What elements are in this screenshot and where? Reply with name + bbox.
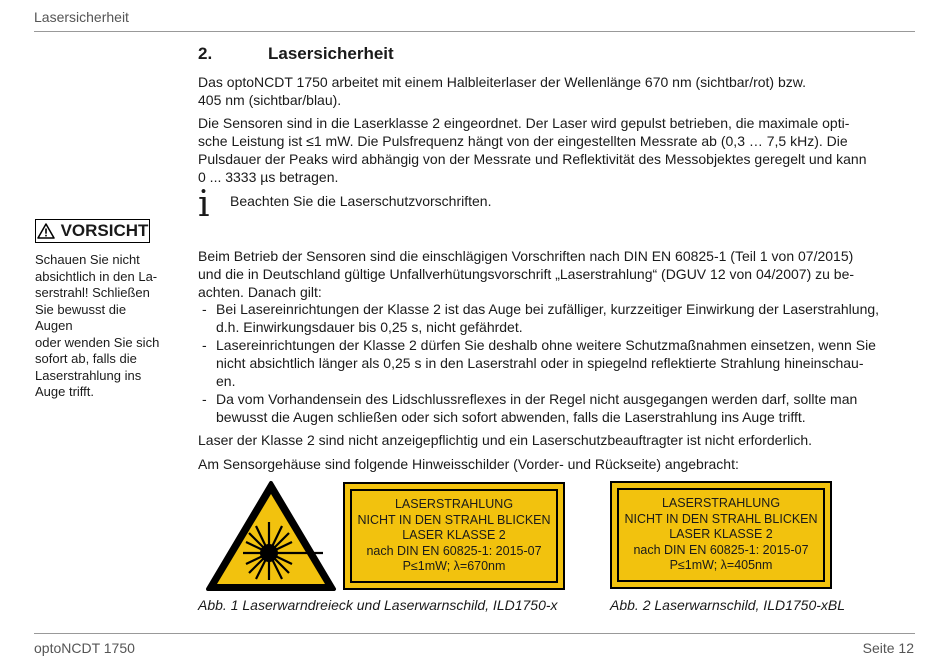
text-line: oder wenden Sie sich xyxy=(35,334,160,350)
laser-warning-sign-670nm xyxy=(343,482,565,590)
text-line: absichtlich in den La- xyxy=(35,268,158,284)
bullet-dash: - xyxy=(202,301,207,317)
paragraph-no-notification: Laser der Klasse 2 sind nicht anzeigepflichtig und ein Laserschutzbeauftragter ist nicht erforderlich. xyxy=(198,432,813,448)
paragraph-wavelength xyxy=(198,73,916,109)
text-line: achten. Danach gilt: xyxy=(198,284,322,300)
text-line: Laserstrahlung ins xyxy=(35,367,142,383)
paragraph-regulations xyxy=(198,247,916,301)
list-item xyxy=(198,300,916,336)
text-line: Die Sensoren sind in die Laserklasse 2 eingeordnet. Der Laser wird gepulst betrieben, die maximale opti- xyxy=(198,115,850,131)
footer-rule xyxy=(34,633,915,634)
text-line: Das optoNCDT 1750 arbeitet mit einem Halbleiterlaser der Wellenlänge 670 nm (sichtbar/rot) bzw. xyxy=(198,74,806,90)
sign-line: nach DIN EN 60825-1: 2015-07 xyxy=(633,542,809,557)
caution-label-box xyxy=(35,219,150,243)
sign-line: LASERSTRAHLUNG xyxy=(661,496,781,511)
header-rule xyxy=(34,31,915,32)
text-line: 405 nm (sichtbar/blau). xyxy=(198,92,342,108)
list-item xyxy=(198,390,916,426)
text-line: Sie bewusst die Augen xyxy=(35,301,127,333)
section-number: 2. xyxy=(198,44,213,63)
section-heading xyxy=(198,44,394,64)
text-line: serstrahl! Schließen xyxy=(35,285,150,300)
sign-line: NICHT IN DEN STRAHL BLICKEN xyxy=(357,512,551,527)
text-line: Lasereinrichtungen der Klasse 2 dürfen Sie deshalb ohne weitere Schutzmaßnahmen einsetzen, wenn Sie xyxy=(216,337,876,353)
sign-line: P≤1mW; λ=670nm xyxy=(402,559,506,574)
list-item xyxy=(198,336,916,390)
section-title: Lasersicherheit xyxy=(268,44,394,63)
bullet-dash: - xyxy=(202,391,207,407)
sign-line: NICHT IN DEN STRAHL BLICKEN xyxy=(624,511,818,526)
sign-line: nach DIN EN 60825-1: 2015-07 xyxy=(366,543,542,558)
text-line: Pulsdauer der Peaks wird abhängig von der Messrate und Reflektivität des Messobjektes geregelt und kann xyxy=(198,151,867,167)
info-icon: i xyxy=(198,184,210,225)
text-line: Beim Betrieb der Sensoren sind die einschlägigen Vorschriften nach DIN EN 60825-1 (Teil 1 von 07/2015) xyxy=(198,248,854,264)
text-line: und die in Deutschland gültige Unfallverhütungsvorschrift „Laserstrahlung“ (DGUV 12 von 04/2007) zu be- xyxy=(198,266,855,282)
text-line: d.h. Einwirkungsdauer bis 0,25 s, nicht gefährdet. xyxy=(216,319,523,335)
caution-label: VORSICHT xyxy=(60,221,149,240)
paragraph-laser-class xyxy=(198,114,916,186)
caution-text xyxy=(35,252,165,401)
paragraph-sign-intro: Am Sensorgehäuse sind folgende Hinweisschilder (Vorder- und Rückseite) angebracht: xyxy=(198,456,739,472)
laser-warning-sign-405nm xyxy=(610,481,832,589)
text-line: Auge trifft. xyxy=(35,384,95,399)
sign-line: LASER KLASSE 2 xyxy=(669,527,773,542)
text-line: 0 ... 3333 µs betragen. xyxy=(198,169,339,185)
laser-hazard-triangle-icon xyxy=(205,480,337,592)
sign-line: LASER KLASSE 2 xyxy=(402,528,506,543)
footer-page-number: Seite 12 xyxy=(862,640,914,656)
figure-caption-2: Abb. 2 Laserwarnschild, ILD1750-xBL xyxy=(610,597,846,613)
figure-caption-1: Abb. 1 Laserwarndreieck und Laserwarnschild, ILD1750-x xyxy=(198,597,558,613)
bullet-dash: - xyxy=(202,337,207,353)
running-header: Lasersicherheit xyxy=(34,9,129,25)
info-note-text: Beachten Sie die Laserschutzvorschriften. xyxy=(230,193,492,209)
text-line: nicht absichtlich länger als 0,25 s in den Laserstrahl oder in spiegelnd reflektierte Strahlung hineinschau- xyxy=(216,355,864,371)
text-line: Bei Lasereinrichtungen der Klasse 2 ist das Auge bei zufälliger, kurzzeitiger Einwirkung der Laserstrahlung, xyxy=(216,301,880,317)
sign-line: LASERSTRAHLUNG xyxy=(394,497,514,512)
text-line: sche Leistung ist ≤1 mW. Die Pulsfrequenz hängt von der eingestellten Messrate ab (0,3 … 7,5 kHz). Die xyxy=(198,133,848,149)
sign-line: P≤1mW; λ=405nm xyxy=(669,558,773,573)
warning-triangle-icon xyxy=(37,223,55,239)
text-line: sofort ab, falls die xyxy=(35,351,137,366)
text-line: en. xyxy=(216,373,236,389)
footer-product: optoNCDT 1750 xyxy=(34,640,135,656)
text-line: Schauen Sie nicht xyxy=(35,252,140,267)
text-line: Da vom Vorhandensein des Lidschlussreflexes in der Regel nicht ausgegangen werden darf, sollte man xyxy=(216,391,858,407)
text-line: bewusst die Augen schließen oder sich sofort abwenden, falls die Laserstrahlung ins Auge trifft. xyxy=(216,409,806,425)
